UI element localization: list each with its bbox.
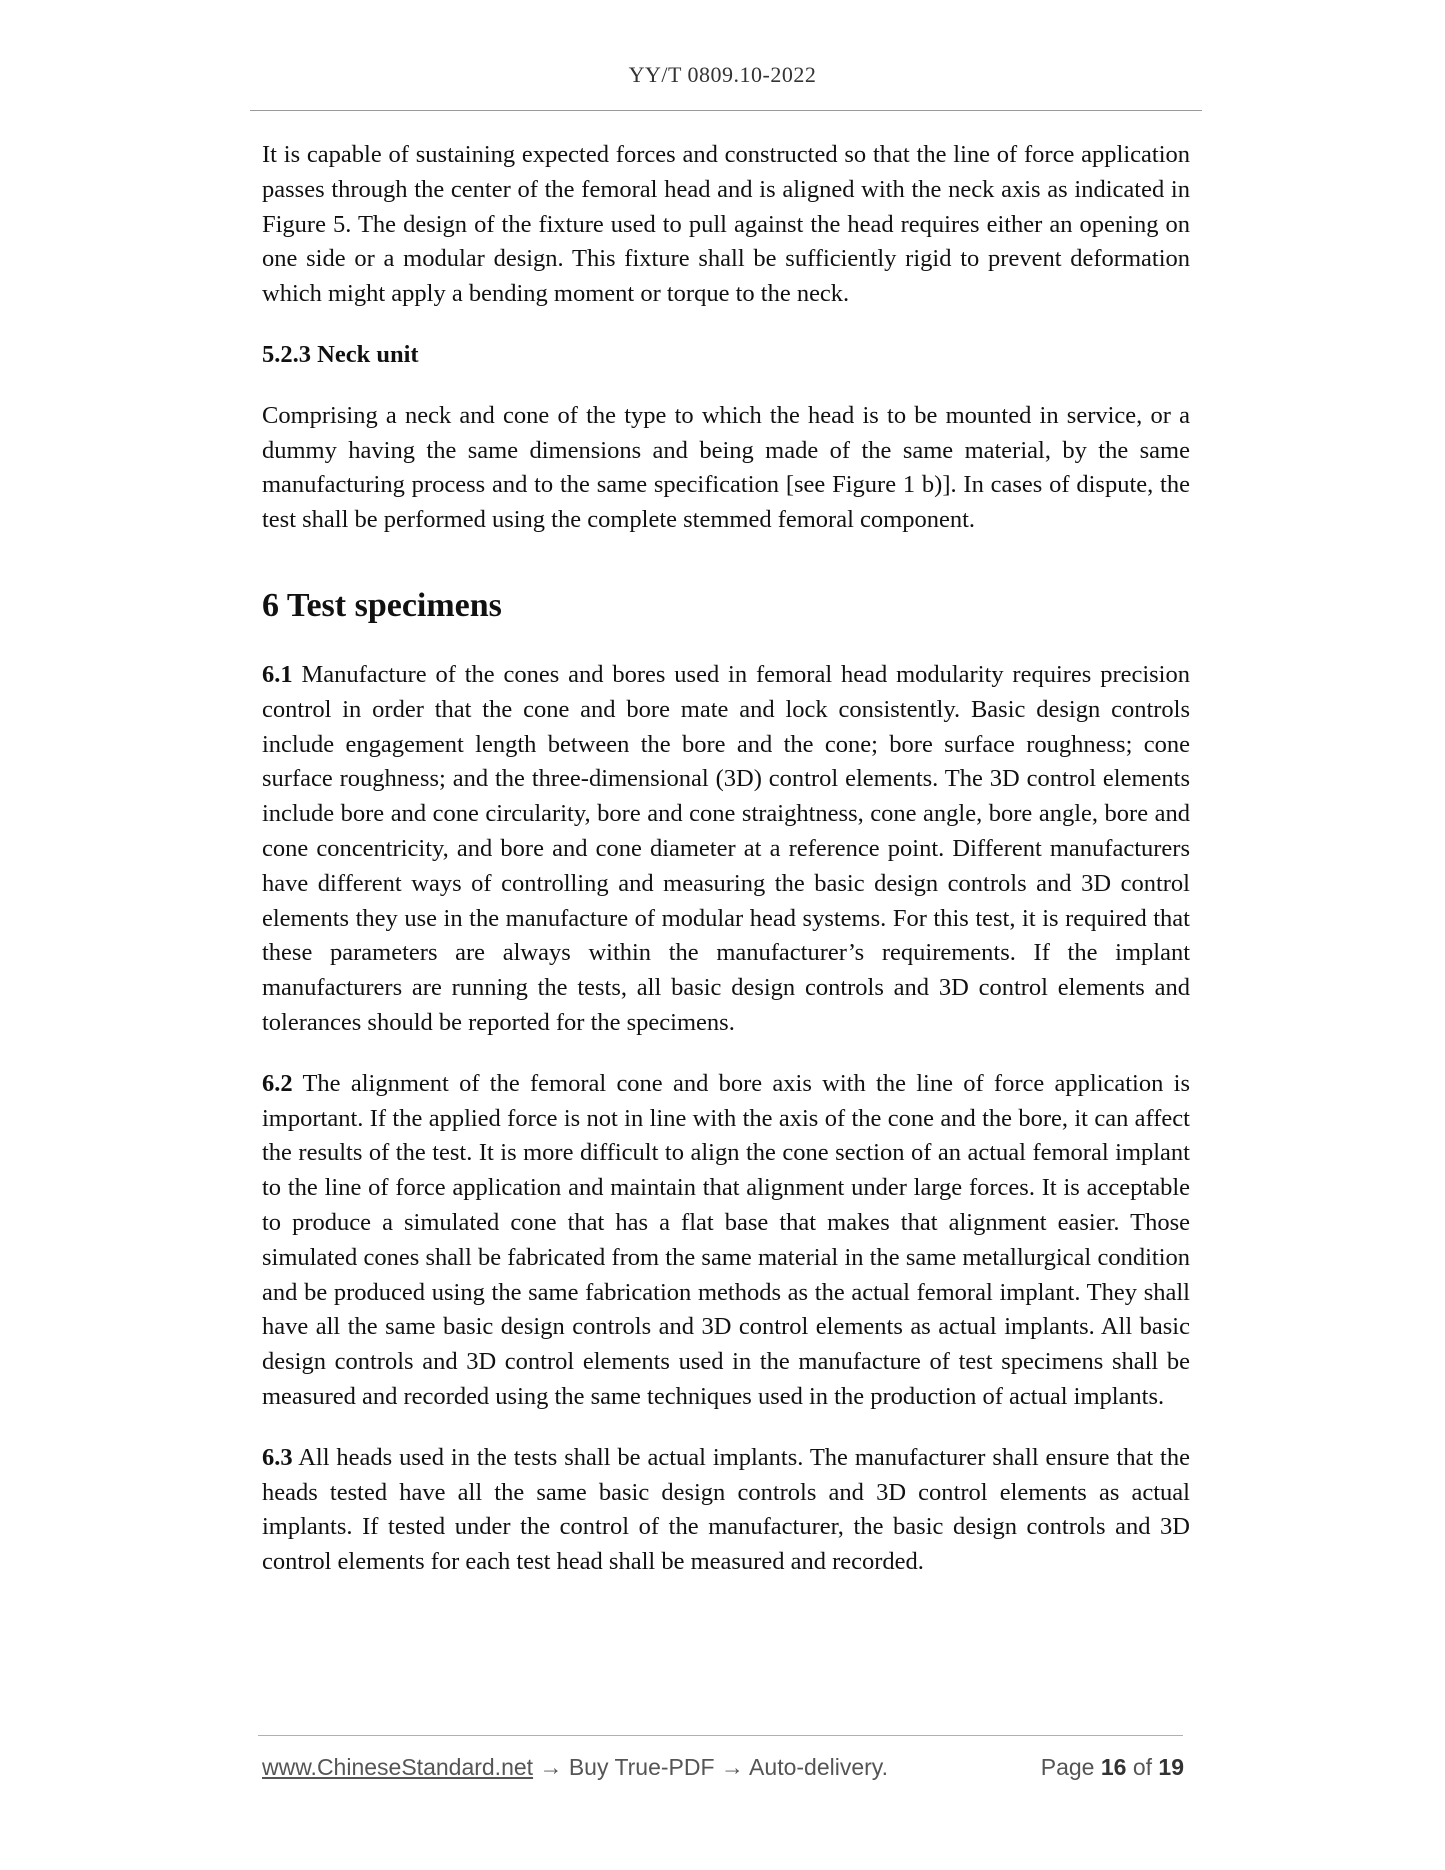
- page-total: 19: [1158, 1754, 1184, 1780]
- footer-divider: [258, 1735, 1183, 1736]
- subsection-heading-5-2-3: 5.2.3 Neck unit: [262, 340, 419, 368]
- document-header: YY/T 0809.10-2022: [628, 62, 817, 87]
- subsection-text-5-2-3: Comprising a neck and cone of the type to which the head is to be mounted in service, or a dummy having the same dimensions and being made of the same material, by the same manufacturing process and to the same specification [see Figure 1 b)]. In cases of dispute, the test shall be performed using the complete stemmed femoral component.: [262, 401, 1190, 534]
- page-of-label: of: [1126, 1754, 1159, 1780]
- clause-text: Manufacture of the cones and bores used in femoral head modularity requires precision control in order that the cone and bore mate and lock consistently. Basic design controls include engagement length between the bore and the cone; bore surface roughness; cone surface roughness; and the three-dimensional (3D) control elements. The 3D control elements include bore and cone circularity, bore and cone straightness, cone angle, bore angle, bore and cone concentricity, and bore and cone diameter at a reference point. Different manufacturers have different ways of controlling and measuring the basic design controls and 3D control elements they use in the manufacture of modular head systems. For this test, it is required that these parameters are always within the manufacturer’s requirements. If the implant manufacturers are running the tests, all basic design controls and 3D control elements and tolerances should be reported for the specimens.: [262, 660, 1190, 1036]
- website-link[interactable]: www.ChineseStandard.net: [262, 1754, 534, 1780]
- clause-6-2: [262, 1067, 1190, 1415]
- section-heading-6: 6 Test specimens: [262, 586, 502, 624]
- footer-promo-text: → Buy True-PDF → Auto-delivery.: [533, 1754, 888, 1780]
- clause-number: 6.3: [262, 1443, 293, 1471]
- clause-6-3: [262, 1441, 1190, 1580]
- clause-number: 6.1: [262, 660, 293, 688]
- footer-promo: [262, 1754, 888, 1781]
- page-footer: [262, 1754, 1184, 1781]
- clause-6-1: [262, 658, 1190, 1041]
- clause-text: All heads used in the tests shall be actual implants. The manufacturer shall ensure that the heads tested have all the same basic design controls and 3D control elements as actual implants. If tested under the control of the manufacturer, the basic design controls and 3D control elements for each test head shall be measured and recorded.: [262, 1443, 1190, 1576]
- page-indicator: [1041, 1754, 1184, 1781]
- clause-number: 6.2: [262, 1069, 293, 1097]
- clause-text: The alignment of the femoral cone and bore axis with the line of force application is important. If the applied force is not in line with the axis of the cone and the bore, it can affect the results of the test. It is more difficult to align the cone section of an actual femoral implant to the line of force application and maintain that alignment under large forces. It is acceptable to produce a simulated cone that has a flat base that makes that alignment easier. Those simulated cones shall be fabricated from the same material in the same metallurgical condition and be produced using the same fabrication methods as the actual femoral implant. They shall have all the same basic design controls and 3D control elements as actual implants. All basic design controls and 3D control elements used in the manufacture of test specimens shall be measured and recorded using the same techniques used in the production of actual implants.: [262, 1069, 1190, 1410]
- header-divider: [250, 110, 1202, 111]
- intro-paragraph: It is capable of sustaining expected forces and constructed so that the line of force application passes through the center of the femoral head and is aligned with the neck axis as indicated in Figure 5. The design of the fixture used to pull against the head requires either an opening on one side or a modular design. This fixture shall be sufficiently rigid to prevent deformation which might apply a bending moment or torque to the neck.: [262, 141, 1190, 308]
- document-body: [262, 138, 1190, 1606]
- page-current: 16: [1100, 1754, 1127, 1780]
- page-label: Page: [1040, 1754, 1101, 1780]
